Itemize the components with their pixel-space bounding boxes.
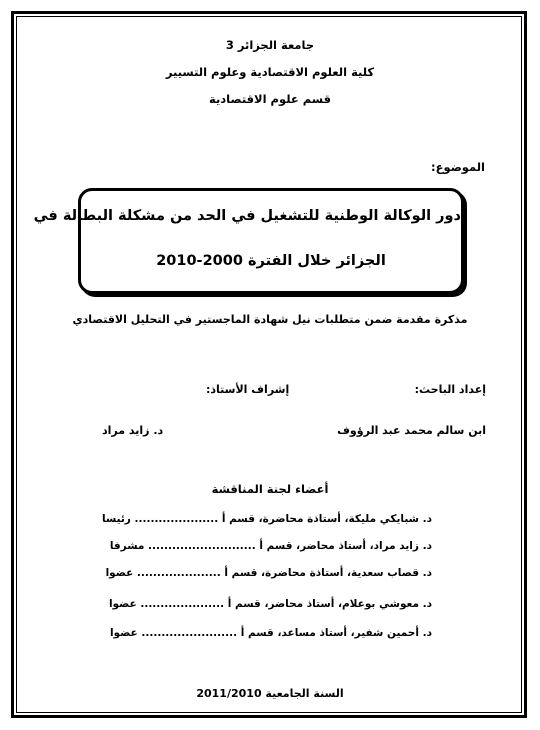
- committee-heading: أعضاء لجنة المناقشة: [211, 482, 329, 496]
- department-name: قسم علوم الاقتصادية: [208, 92, 332, 106]
- thesis-subtitle: مذكرة مقدمة ضمن متطلبات نيل شهادة الماجستير في التحليل الاقتصادي: [72, 313, 468, 326]
- supervisor-label: إشراف الأستاذ:: [206, 383, 290, 396]
- committee-member: د. أحمين شفير، أستاذ مساعد، قسم أ ........................ عضوا: [110, 627, 432, 639]
- academic-year: السنة الجامعية 2011/2010: [196, 687, 344, 700]
- researcher-name: ابن سالم محمد عبد الرؤوف: [337, 424, 486, 437]
- thesis-title-box: [33, 188, 464, 294]
- thesis-title-line-2: الجزائر خلال الفترة 2000-2010: [156, 253, 386, 269]
- topic-label: الموضوع:: [431, 160, 485, 174]
- university-name: جامعة الجزائر 3: [225, 38, 315, 52]
- faculty-name: كلية العلوم الاقتصادية وعلوم التسيير: [165, 65, 375, 79]
- supervisor-name: د. زايد مراد: [102, 424, 164, 437]
- committee-member: د. شبايكي مليكة، أستاذة محاضرة، قسم أ ..................... رئيسا: [101, 513, 432, 525]
- prepared-by-label: إعداد الباحث:: [414, 383, 486, 396]
- committee-member: د. قصاب سعدية، أستاذة محاضرة، قسم أ ..................... عضوا: [105, 567, 432, 579]
- committee-member: د. زايد مراد، أستاذ محاضر، قسم أ ........................... مشرفا: [109, 540, 432, 552]
- thesis-title-line-1: دور الوكالة الوطنية للتشغيل في الحد من مشكلة البطالة في: [33, 208, 461, 224]
- committee-member: د. معوشي بوعلام، أستاذ محاضر، قسم أ ..................... عضوا: [108, 598, 432, 610]
